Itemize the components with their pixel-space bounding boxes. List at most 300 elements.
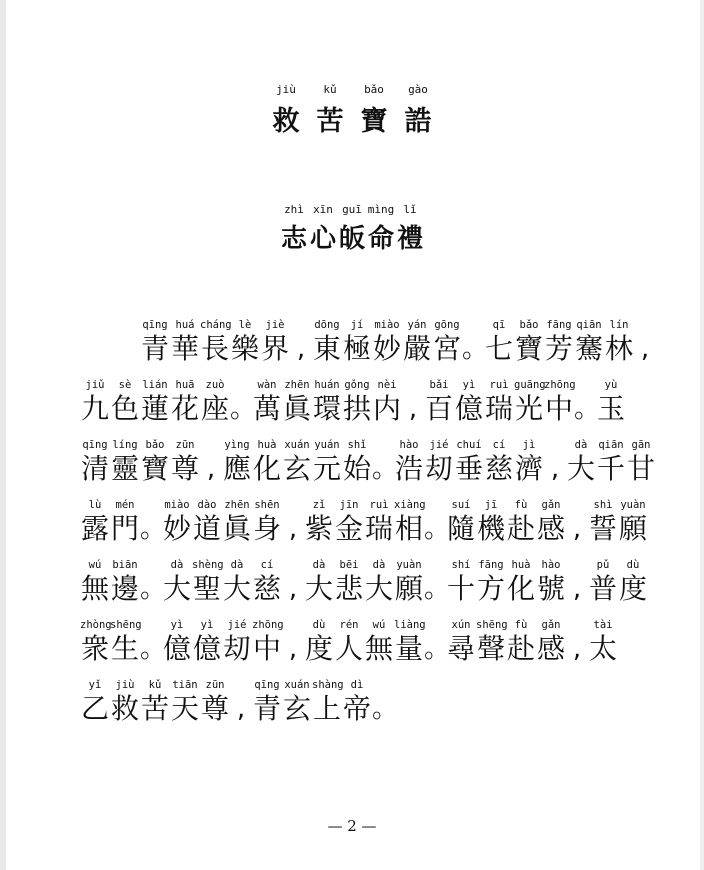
pinyin-annotation: xiàng bbox=[394, 499, 426, 511]
verse-character bbox=[80, 678, 110, 726]
punctuation-mark bbox=[290, 318, 312, 366]
hanzi-glyph: 願 bbox=[394, 572, 423, 605]
pinyin-annotation bbox=[566, 618, 588, 632]
pinyin-annotation: yuàn bbox=[396, 559, 422, 571]
subtitle-pinyin-syllable: xīn bbox=[313, 203, 333, 216]
verse-character bbox=[588, 498, 618, 546]
pinyin-annotation: bǎo bbox=[145, 439, 165, 451]
hanzi-glyph: 芳 bbox=[544, 332, 573, 365]
pinyin-annotation bbox=[402, 378, 424, 392]
pinyin-annotation: bǎo bbox=[519, 319, 539, 331]
pinyin-annotation: jí bbox=[350, 319, 364, 331]
punctuation-mark bbox=[372, 678, 399, 726]
pinyin-annotation: wú bbox=[88, 559, 102, 571]
verse-character bbox=[140, 678, 170, 726]
subtitle-pinyin bbox=[280, 203, 425, 216]
hanzi-glyph: 億 bbox=[192, 632, 221, 665]
hanzi-glyph: 樂 bbox=[230, 332, 259, 365]
punctuation-glyph: , bbox=[296, 334, 306, 364]
page-title bbox=[0, 99, 704, 138]
punctuation-glyph: 。 bbox=[140, 574, 167, 604]
pinyin-annotation bbox=[462, 318, 484, 332]
hanzi-glyph: 始 bbox=[342, 452, 371, 485]
verse-character bbox=[536, 498, 566, 546]
title-char: 誥 bbox=[404, 106, 432, 137]
hanzi-glyph: 太 bbox=[588, 632, 617, 665]
pinyin-annotation: qiān bbox=[598, 439, 624, 451]
hanzi-glyph: 嚴 bbox=[402, 332, 431, 365]
pinyin-annotation: dà bbox=[230, 559, 244, 571]
pinyin-annotation: biān bbox=[112, 559, 138, 571]
verse-character bbox=[312, 318, 342, 366]
punctuation-mark bbox=[282, 618, 304, 666]
pinyin-annotation: zuò bbox=[205, 379, 225, 391]
pinyin-annotation: miào bbox=[374, 319, 400, 331]
verse-character bbox=[222, 558, 252, 606]
verse-character bbox=[604, 318, 634, 366]
hanzi-glyph: 身 bbox=[252, 512, 281, 545]
verse-character bbox=[252, 498, 282, 546]
verse-character bbox=[222, 498, 252, 546]
pinyin-annotation: shǐ bbox=[347, 439, 367, 451]
pinyin-annotation: zǐ bbox=[312, 499, 326, 511]
pinyin-annotation: fāng bbox=[546, 319, 572, 331]
verse-character bbox=[304, 498, 334, 546]
verse-character bbox=[536, 558, 566, 606]
pinyin-annotation bbox=[424, 558, 446, 572]
hanzi-glyph: 騫 bbox=[574, 332, 603, 365]
verse-character bbox=[312, 378, 342, 426]
verse-character bbox=[588, 618, 618, 666]
punctuation-glyph: , bbox=[408, 394, 418, 424]
verse-character bbox=[596, 378, 626, 426]
verse-character bbox=[394, 498, 424, 546]
verse-line bbox=[80, 438, 656, 498]
pinyin-annotation bbox=[424, 498, 446, 512]
pinyin-annotation: huá bbox=[175, 319, 195, 331]
hanzi-glyph: 邊 bbox=[110, 572, 139, 605]
title-char: 苦 bbox=[316, 106, 344, 137]
title-block bbox=[0, 78, 704, 138]
hanzi-glyph: 大 bbox=[222, 572, 251, 605]
pinyin-annotation bbox=[566, 558, 588, 572]
verse-line bbox=[80, 318, 656, 378]
hanzi-glyph: 苦 bbox=[140, 692, 169, 725]
hanzi-glyph: 隨 bbox=[446, 512, 475, 545]
verse-character bbox=[170, 318, 200, 366]
pinyin-annotation: fù bbox=[514, 499, 528, 511]
pinyin-annotation: miào bbox=[164, 499, 190, 511]
verse-character bbox=[162, 558, 192, 606]
hanzi-glyph: 濟 bbox=[514, 452, 543, 485]
pinyin-annotation: rén bbox=[339, 619, 359, 631]
pinyin-annotation: pǔ bbox=[596, 559, 610, 571]
verse-character bbox=[506, 558, 536, 606]
hanzi-glyph: 妙 bbox=[372, 332, 401, 365]
verse-character bbox=[566, 438, 596, 486]
hanzi-glyph: 帝 bbox=[342, 692, 371, 725]
punctuation-mark bbox=[140, 618, 167, 666]
pinyin-annotation: hào bbox=[541, 559, 561, 571]
punctuation-glyph: 。 bbox=[424, 514, 451, 544]
verse-line bbox=[80, 678, 399, 738]
hanzi-glyph: 光 bbox=[514, 392, 543, 425]
hanzi-glyph: 露 bbox=[80, 512, 109, 545]
hanzi-glyph: 悲 bbox=[334, 572, 363, 605]
pinyin-annotation: chuí bbox=[456, 439, 482, 451]
hanzi-glyph: 千 bbox=[596, 452, 625, 485]
hanzi-glyph: 中 bbox=[252, 632, 281, 665]
pinyin-annotation bbox=[372, 438, 394, 452]
punctuation-glyph: , bbox=[572, 514, 582, 544]
subtitle-pinyin-syllable: lǐ bbox=[403, 203, 417, 216]
pinyin-annotation: cháng bbox=[200, 319, 232, 331]
hanzi-glyph: 妙 bbox=[162, 512, 191, 545]
pinyin-annotation: yì bbox=[462, 379, 476, 391]
pinyin-annotation: guāng bbox=[514, 379, 546, 391]
punctuation-glyph: 。 bbox=[230, 394, 257, 424]
hanzi-glyph: 林 bbox=[604, 332, 633, 365]
pinyin-annotation: dōng bbox=[314, 319, 340, 331]
punctuation-glyph: , bbox=[288, 634, 298, 664]
pinyin-annotation: hào bbox=[399, 439, 419, 451]
verse-character bbox=[446, 558, 476, 606]
verse-character bbox=[252, 678, 282, 726]
pinyin-annotation: jiǔ bbox=[85, 379, 105, 391]
hanzi-glyph: 浩 bbox=[394, 452, 423, 485]
pinyin-annotation: jì bbox=[522, 439, 536, 451]
hanzi-glyph: 感 bbox=[536, 632, 565, 665]
punctuation-glyph: 。 bbox=[372, 694, 399, 724]
pinyin-annotation: yìng bbox=[224, 439, 250, 451]
pinyin-annotation: xuán bbox=[284, 439, 310, 451]
pinyin-annotation: wàn bbox=[257, 379, 277, 391]
verse-character bbox=[484, 438, 514, 486]
hanzi-glyph: 七 bbox=[484, 332, 513, 365]
verse-character bbox=[170, 378, 200, 426]
hanzi-glyph: 號 bbox=[536, 572, 565, 605]
punctuation-mark bbox=[574, 378, 601, 426]
verse-character bbox=[282, 438, 312, 486]
hanzi-glyph: 大 bbox=[364, 572, 393, 605]
hanzi-glyph: 清 bbox=[80, 452, 109, 485]
hanzi-glyph: 金 bbox=[334, 512, 363, 545]
pinyin-annotation: yán bbox=[407, 319, 427, 331]
verse-character bbox=[402, 318, 432, 366]
hanzi-glyph: 聖 bbox=[192, 572, 221, 605]
punctuation-mark bbox=[634, 318, 656, 366]
verse-character bbox=[282, 378, 312, 426]
pinyin-annotation bbox=[282, 498, 304, 512]
hanzi-glyph: 慈 bbox=[484, 452, 513, 485]
verse-character bbox=[372, 318, 402, 366]
verse-character bbox=[222, 438, 252, 486]
hanzi-glyph: 寶 bbox=[514, 332, 543, 365]
pinyin-annotation: lè bbox=[238, 319, 252, 331]
hanzi-glyph: 界 bbox=[260, 332, 289, 365]
subtitle-pinyin-syllable: guī bbox=[342, 203, 362, 216]
verse-character bbox=[454, 438, 484, 486]
pinyin-annotation: qī bbox=[492, 319, 506, 331]
pinyin-annotation: zhēn bbox=[284, 379, 310, 391]
punctuation-mark bbox=[230, 378, 257, 426]
pinyin-annotation: yuán bbox=[314, 439, 340, 451]
verse-character bbox=[334, 558, 364, 606]
hanzi-glyph: 眞 bbox=[282, 392, 311, 425]
hanzi-glyph: 應 bbox=[222, 452, 251, 485]
pinyin-annotation: shēng bbox=[110, 619, 142, 631]
pinyin-annotation: huán bbox=[314, 379, 340, 391]
pinyin-annotation bbox=[290, 318, 312, 332]
title-pinyin-syllable: kǔ bbox=[323, 83, 337, 96]
verse-character bbox=[222, 618, 252, 666]
verse-character bbox=[394, 438, 424, 486]
pinyin-annotation bbox=[230, 678, 252, 692]
hanzi-glyph: 大 bbox=[304, 572, 333, 605]
pinyin-annotation: suí bbox=[451, 499, 471, 511]
hanzi-glyph: 元 bbox=[312, 452, 341, 485]
verse-character bbox=[424, 378, 454, 426]
verse-character bbox=[304, 618, 334, 666]
hanzi-glyph: 億 bbox=[162, 632, 191, 665]
page-subtitle bbox=[0, 218, 704, 255]
hanzi-glyph: 上 bbox=[312, 692, 341, 725]
pinyin-annotation bbox=[574, 378, 596, 392]
hanzi-glyph: 度 bbox=[304, 632, 333, 665]
pinyin-annotation: bēi bbox=[339, 559, 359, 571]
hanzi-glyph: 花 bbox=[170, 392, 199, 425]
pinyin-annotation: jiù bbox=[115, 679, 135, 691]
verse-line bbox=[80, 558, 648, 618]
verse-character bbox=[364, 618, 394, 666]
pinyin-annotation: cí bbox=[492, 439, 506, 451]
hanzi-glyph: 普 bbox=[588, 572, 617, 605]
verse-character bbox=[476, 498, 506, 546]
pinyin-annotation: jié bbox=[227, 619, 247, 631]
verse-character bbox=[140, 438, 170, 486]
hanzi-glyph: 慈 bbox=[252, 572, 281, 605]
punctuation-glyph: , bbox=[550, 454, 560, 484]
pinyin-annotation: dì bbox=[350, 679, 364, 691]
verse-character bbox=[140, 378, 170, 426]
hanzi-glyph: 門 bbox=[110, 512, 139, 545]
verse-character bbox=[626, 438, 656, 486]
punctuation-mark bbox=[402, 378, 424, 426]
punctuation-mark bbox=[140, 558, 167, 606]
pinyin-annotation: huà bbox=[511, 559, 531, 571]
punctuation-glyph: , bbox=[206, 454, 216, 484]
verse-character bbox=[170, 438, 200, 486]
verse-character bbox=[304, 558, 334, 606]
pinyin-annotation: gǒng bbox=[344, 379, 370, 391]
verse-character bbox=[162, 498, 192, 546]
punctuation-glyph: 。 bbox=[424, 574, 451, 604]
pinyin-annotation: dù bbox=[626, 559, 640, 571]
verse-character bbox=[334, 618, 364, 666]
verse-line bbox=[80, 378, 626, 438]
punctuation-mark bbox=[566, 558, 588, 606]
verse-line bbox=[80, 618, 618, 678]
pinyin-annotation bbox=[140, 618, 162, 632]
punctuation-mark bbox=[424, 558, 451, 606]
subtitle-char: 皈 bbox=[338, 224, 365, 254]
pinyin-annotation bbox=[200, 438, 222, 452]
verse-line bbox=[80, 498, 648, 558]
verse-character bbox=[200, 678, 230, 726]
pinyin-annotation: zhōng bbox=[252, 619, 284, 631]
title-pinyin-syllable: gào bbox=[408, 83, 428, 96]
hanzi-glyph: 座 bbox=[200, 392, 229, 425]
hanzi-glyph: 紫 bbox=[304, 512, 333, 545]
verse-character bbox=[506, 498, 536, 546]
subtitle-char: 志 bbox=[280, 224, 307, 254]
hanzi-glyph: 乙 bbox=[80, 692, 109, 725]
pinyin-annotation: tài bbox=[593, 619, 613, 631]
hanzi-glyph: 内 bbox=[372, 392, 401, 425]
verse-character bbox=[574, 318, 604, 366]
hanzi-glyph: 刧 bbox=[424, 452, 453, 485]
verse-character bbox=[192, 558, 222, 606]
pinyin-annotation: ruì bbox=[369, 499, 389, 511]
hanzi-glyph: 玄 bbox=[282, 452, 311, 485]
hanzi-glyph: 尋 bbox=[446, 632, 475, 665]
verse-character bbox=[282, 678, 312, 726]
verse-character bbox=[110, 678, 140, 726]
verse-character bbox=[342, 318, 372, 366]
verse-character bbox=[80, 378, 110, 426]
verse-character bbox=[596, 438, 626, 486]
verse-character bbox=[394, 558, 424, 606]
punctuation-mark bbox=[566, 498, 588, 546]
verse-character bbox=[618, 558, 648, 606]
title-pinyin-syllable: bǎo bbox=[364, 83, 384, 96]
hanzi-glyph: 萬 bbox=[252, 392, 281, 425]
hanzi-glyph: 相 bbox=[394, 512, 423, 545]
hanzi-glyph: 玉 bbox=[596, 392, 625, 425]
subtitle-char: 命 bbox=[367, 224, 394, 254]
verse-character bbox=[110, 438, 140, 486]
punctuation-mark bbox=[424, 618, 451, 666]
pinyin-annotation: liàng bbox=[394, 619, 426, 631]
pinyin-annotation: xún bbox=[451, 619, 471, 631]
pinyin-annotation bbox=[230, 378, 252, 392]
pinyin-annotation: nèi bbox=[377, 379, 397, 391]
hanzi-glyph: 尊 bbox=[170, 452, 199, 485]
hanzi-glyph: 刧 bbox=[222, 632, 251, 665]
punctuation-mark bbox=[282, 498, 304, 546]
pinyin-annotation: mén bbox=[115, 499, 135, 511]
punctuation-glyph: , bbox=[288, 514, 298, 544]
hanzi-glyph: 瑞 bbox=[484, 392, 513, 425]
pinyin-annotation: shēn bbox=[254, 499, 280, 511]
hanzi-glyph: 誓 bbox=[588, 512, 617, 545]
hanzi-glyph: 極 bbox=[342, 332, 371, 365]
pinyin-annotation: xuán bbox=[284, 679, 310, 691]
pinyin-annotation: gān bbox=[631, 439, 651, 451]
pinyin-annotation: dà bbox=[312, 559, 326, 571]
pinyin-annotation: gǎn bbox=[541, 499, 561, 511]
hanzi-glyph: 赴 bbox=[506, 632, 535, 665]
pinyin-annotation: qīng bbox=[142, 319, 168, 331]
pinyin-annotation: dà bbox=[372, 559, 386, 571]
verse-character bbox=[252, 558, 282, 606]
pinyin-annotation: yǐ bbox=[88, 679, 102, 691]
punctuation-glyph: 。 bbox=[462, 334, 489, 364]
pinyin-annotation bbox=[634, 318, 656, 332]
pinyin-annotation: tiān bbox=[172, 679, 198, 691]
pinyin-annotation: huā bbox=[175, 379, 195, 391]
hanzi-glyph: 甘 bbox=[626, 452, 655, 485]
pinyin-annotation: dà bbox=[170, 559, 184, 571]
hanzi-glyph: 衆 bbox=[80, 632, 109, 665]
hanzi-glyph: 色 bbox=[110, 392, 139, 425]
hanzi-glyph: 方 bbox=[476, 572, 505, 605]
pinyin-annotation: gōng bbox=[434, 319, 460, 331]
hanzi-glyph: 人 bbox=[334, 632, 363, 665]
pinyin-annotation: huà bbox=[257, 439, 277, 451]
hanzi-glyph: 拱 bbox=[342, 392, 371, 425]
pinyin-annotation: cí bbox=[260, 559, 274, 571]
hanzi-glyph: 機 bbox=[476, 512, 505, 545]
punctuation-mark bbox=[230, 678, 252, 726]
hanzi-glyph: 赴 bbox=[506, 512, 535, 545]
hanzi-glyph: 救 bbox=[110, 692, 139, 725]
hanzi-glyph: 大 bbox=[162, 572, 191, 605]
pinyin-annotation: zhòng bbox=[80, 619, 112, 631]
pinyin-annotation: gǎn bbox=[541, 619, 561, 631]
hanzi-glyph: 靈 bbox=[110, 452, 139, 485]
verse-character bbox=[80, 498, 110, 546]
verse-character bbox=[312, 438, 342, 486]
title-char: 寶 bbox=[360, 106, 388, 137]
punctuation-glyph: 。 bbox=[372, 454, 399, 484]
punctuation-mark bbox=[200, 438, 222, 486]
hanzi-glyph: 生 bbox=[110, 632, 139, 665]
verse-character bbox=[110, 618, 140, 666]
verse-character bbox=[514, 318, 544, 366]
verse-character bbox=[484, 378, 514, 426]
verse-character bbox=[364, 498, 394, 546]
hanzi-glyph: 寶 bbox=[140, 452, 169, 485]
pinyin-annotation: dù bbox=[312, 619, 326, 631]
pinyin-annotation bbox=[282, 618, 304, 632]
punctuation-glyph: , bbox=[572, 574, 582, 604]
verse-character bbox=[342, 378, 372, 426]
pinyin-annotation: jié bbox=[429, 439, 449, 451]
pinyin-annotation: zhēn bbox=[224, 499, 250, 511]
hanzi-glyph: 蓮 bbox=[140, 392, 169, 425]
pinyin-annotation: wú bbox=[372, 619, 386, 631]
hanzi-glyph: 化 bbox=[252, 452, 281, 485]
subtitle-pinyin-syllable: zhì bbox=[284, 203, 304, 216]
pinyin-annotation: jīn bbox=[339, 499, 359, 511]
hanzi-glyph: 度 bbox=[618, 572, 647, 605]
verse-character bbox=[252, 378, 282, 426]
hanzi-glyph: 玄 bbox=[282, 692, 311, 725]
verse-character bbox=[364, 558, 394, 606]
punctuation-mark bbox=[372, 438, 399, 486]
hanzi-glyph: 長 bbox=[200, 332, 229, 365]
verse-character bbox=[432, 318, 462, 366]
hanzi-glyph: 化 bbox=[506, 572, 535, 605]
pinyin-annotation: qīng bbox=[82, 439, 108, 451]
verse-character bbox=[170, 678, 200, 726]
pinyin-annotation bbox=[140, 498, 162, 512]
hanzi-glyph: 願 bbox=[618, 512, 647, 545]
verse-character bbox=[446, 618, 476, 666]
verse-character bbox=[80, 438, 110, 486]
verse-character bbox=[394, 618, 424, 666]
